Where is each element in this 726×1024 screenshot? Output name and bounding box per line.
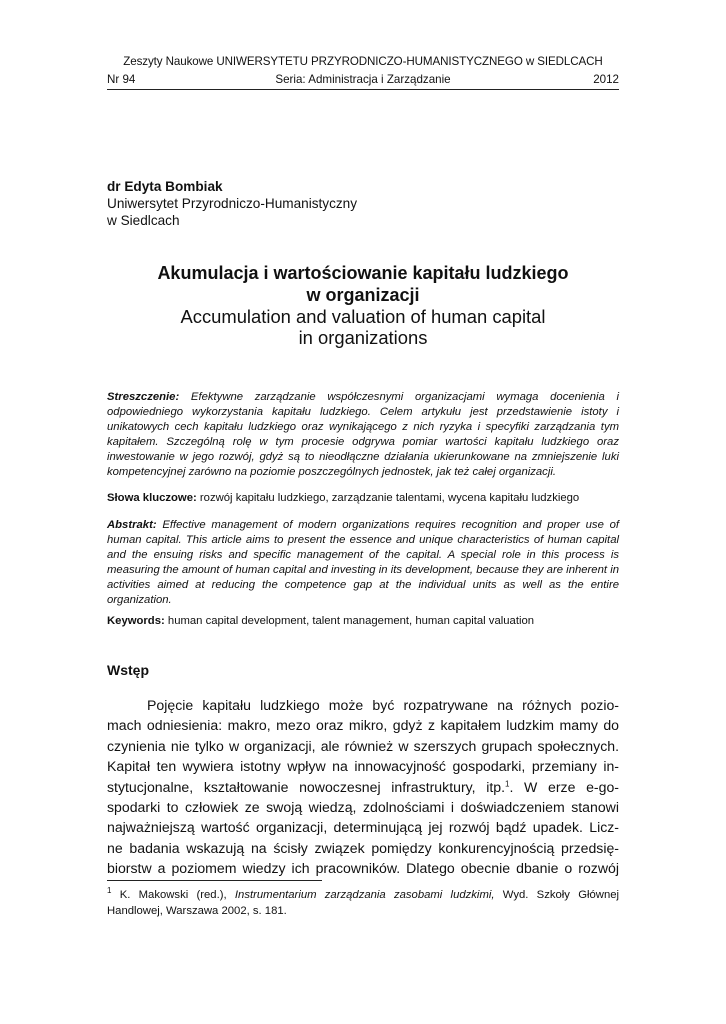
author-block	[107, 178, 357, 229]
body-paragraph	[107, 695, 619, 879]
footnote	[107, 888, 619, 919]
paper-title	[0, 262, 726, 348]
title-polish-line2: w organizacji	[306, 285, 420, 305]
abstract-english-label: Abstrakt:	[107, 519, 157, 531]
body-line	[107, 777, 619, 797]
keywords-polish-text: rozwój kapitału ludzkiego, zarządzanie talentami, wycena kapitału ludzkiego	[199, 492, 580, 504]
body-line: czynienia nie tylko w organizacji, ale również w szerszych grupach społecznych.	[107, 737, 619, 754]
body-line: ne badania wskazują na ścisły związek pomiędzy konkurencyjnością przedsię-	[107, 839, 619, 856]
body-line: mach odniesienia: makro, mezo oraz mikro, gdyż z kapitałem ludzkim mamy do	[107, 717, 619, 734]
abstract-polish-text: Efektywne zarządzanie współczesnymi organizacjami wymaga docenienia i odpowiedniego wykorzystania kapitału ludzkiego. Celem artykułu jest przedstawienie istoty i unikatowych cech kapitału ludzkiego oraz wynikającego z nich ryzyka i specyfiki zarządzania tym kapitałem. Szczególną rolę w tym procesie odgrywa pomiar wartości kapitału ludzkiego oraz inwestowanie w jego rozwój, gdyż są to nieodłączne działania ukierunkowane na zmniejszenie luki kompetencyjnej zarówno na poziomie poszczególnych jednostek, jak też całej organizacji.	[107, 391, 619, 478]
footnote-title: Instrumentarium zarządzania zasobami ludzkimi,	[234, 889, 495, 901]
footnote-publisher: Wyd. Szkoły Głównej Handlowej, Warszawa 2002, s. 181.	[107, 889, 620, 917]
footnote-divider	[107, 880, 322, 881]
abstract-english	[107, 518, 619, 608]
abstract-polish	[107, 390, 619, 480]
body-line-part: stytucjonalne, kształtowanie nowoczesnej infrastruktury, itp.	[107, 778, 506, 795]
author-affiliation: Uniwersytet Przyrodniczo-Humanistyczny	[107, 196, 358, 211]
author-name: dr Edyta Bombiak	[107, 179, 223, 194]
issue-number: Nr 94	[107, 73, 136, 86]
body-line: najważniejszą wartość organizacji, determinującą jej rozwój bądź upadek. Licz-	[107, 819, 619, 836]
footnote-author: K. Makowski (red.),	[119, 889, 227, 901]
footnote-number: 1	[107, 886, 112, 896]
body-line: spodarki to człowiek ze swoją wiedzą, zdolnościami i doświadczeniem stanowi	[107, 798, 619, 815]
title-english-line1: Accumulation and valuation of human capital	[180, 306, 546, 327]
journal-name: Zeszyty Naukowe UNIWERSYTETU PRZYRODNICZO-HUMANISTYCZNEGO w SIEDLCACH	[123, 55, 603, 68]
title-polish-line1: Akumulacja i wartościowanie kapitału ludzkiego	[157, 263, 569, 283]
section-heading: Wstęp	[107, 662, 149, 678]
author-city: w Siedlcach	[107, 213, 180, 228]
title-english-line2: in organizations	[298, 327, 428, 348]
body-line: Kapitał ten wywiera istotny wpływ na innowacyjność gospodarki, przemiany in-	[107, 758, 619, 775]
keywords-english	[107, 614, 619, 629]
body-line: biorstw a poziomem wiedzy ich pracowników. Dlatego obecnie dbanie o rozwój	[107, 860, 619, 877]
series-name: Seria: Administracja i Zarządzanie	[275, 73, 451, 86]
running-header	[107, 73, 619, 90]
body-line: Pojęcie kapitału ludzkiego może być rozpatrywane na różnych pozio-	[147, 697, 619, 713]
abstract-polish-label: Streszczenie:	[107, 391, 180, 403]
keywords-english-label: Keywords:	[107, 615, 165, 627]
keywords-english-text: human capital development, talent management, human capital valuation	[167, 615, 535, 627]
keywords-polish	[107, 491, 619, 506]
keywords-polish-label: Słowa kluczowe:	[107, 492, 197, 504]
body-line-part: . W erze e-go-	[509, 778, 619, 795]
publication-year: 2012	[593, 73, 619, 86]
abstract-english-text: Effective management of modern organizations requires recognition and proper use of human capital. This article aims to present the essence and unique characteristics of human capital and the ensuing risks and specific management of the capital. A special role in this process is measuring the amount of human capital and investing in its development, because they are inherent in activities aimed at reducing the competence gap at the individual units as well as the entire organization.	[107, 519, 619, 606]
footnote-reference[interactable]: 1	[505, 778, 510, 788]
